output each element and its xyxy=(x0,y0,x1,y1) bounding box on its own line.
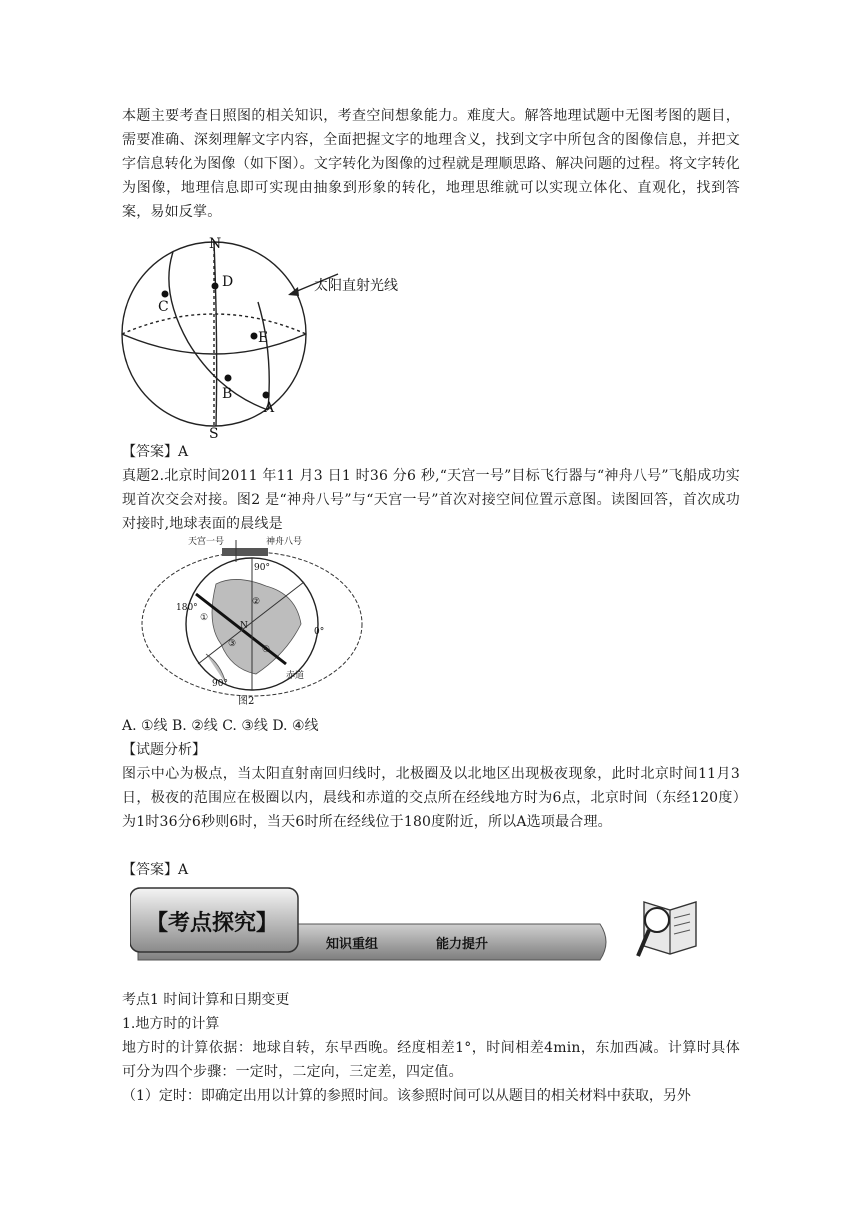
label-n2: ② xyxy=(252,597,261,607)
sub-title: 1.地方时的计算 xyxy=(122,1016,220,1032)
intro-paragraph: 本题主要考查日照图的相关知识，考查空间想象能力。难度大。解答地理试题中无图考图的题目，需要准确、深刻理解文字内容，全面把握文字的地理含义，找到文字中所包含的图像信息，并把文字信息转化为图像（如下图）。文字转化为图像的过程就是理顺思路、解决问题的过程。将文字转化为图像，地理信息即可实现由抽象到形象的转化，地理思维就可以实现立体化、直观化，找到答案，易如反掌。 xyxy=(122,108,740,220)
label-0: 0° xyxy=(314,627,325,637)
question-2: 真题2.北京时间2011 年11 月3 日1 时36 分6 秒,“天宫一号”目标飞行器与“神舟八号”飞船成功实现首次交会对接。图2 是“神舟八号”与“天宫一号”首次对接空间位置示意图。读图回答，首次成功对接时,地球表面的晨线是 xyxy=(122,468,740,532)
sunlight-globe-diagram xyxy=(118,232,418,442)
label-180: 180° xyxy=(176,603,198,613)
label-n3: ③ xyxy=(228,639,237,649)
label-s: S xyxy=(209,426,219,442)
label-90-top: 90° xyxy=(254,563,270,573)
label-n1: ① xyxy=(200,613,209,623)
terminator-curve xyxy=(169,252,268,410)
section-title: 考点1 时间计算和日期变更 xyxy=(122,992,290,1008)
analysis-paragraph: 图示中心为极点，当太阳直射南回归线时，北极圈及以北地区出现极夜现象，此时北京时间11月3日，极夜的范围应在极圈以内，晨线和赤道的交点所在经线地方时为6点，北京时间（东经120度）为1时36分6秒则6时，当天6时所在经线位于180度附近，所以A选项最合理。 xyxy=(122,766,740,830)
label-90-bottom: 90° xyxy=(212,679,228,689)
docking-orbit-diagram xyxy=(136,534,366,714)
spacecraft xyxy=(222,548,268,556)
analysis-title: 【试题分析】 xyxy=(122,742,206,758)
sun-ray-label: 太阳直射光线 xyxy=(314,278,398,294)
answer-2: 【答案】A xyxy=(122,862,189,878)
method-paragraph: 地方时的计算依据：地球自转，东早西晚。经度相差1°，时间相差4min，东加西减。计算时具体可分为四个步骤：一定时，二定向，三定差，四定值。 xyxy=(122,1040,740,1080)
figure-caption: 图2 xyxy=(238,696,255,707)
banner-title: 【考点探究】 xyxy=(146,910,279,936)
label-n: N xyxy=(209,236,222,252)
label-n4: ④ xyxy=(262,645,271,655)
section-banner xyxy=(130,884,730,976)
label-a: A xyxy=(264,400,275,416)
point-c xyxy=(162,291,169,298)
label-equator: 赤道 xyxy=(286,671,305,681)
point-e xyxy=(251,333,258,340)
label-d: D xyxy=(222,274,234,290)
point-b xyxy=(225,375,232,382)
answer-options: A. ①线 B. ②线 C. ③线 D. ④线 xyxy=(122,718,319,734)
label-e: E xyxy=(258,330,269,346)
label-c: C xyxy=(158,299,169,315)
banner-sub-2: 能力提升 xyxy=(436,937,489,952)
book-magnifier-icon xyxy=(638,902,696,956)
step-1-paragraph: （1）定时：即确定出用以计算的参照时间。该参照时间可以从题目的相关材料中获取，另外 xyxy=(122,1088,691,1104)
label-npole: N xyxy=(240,621,248,631)
label-b: B xyxy=(222,386,233,402)
label-tiangong: 天宫一号 xyxy=(188,537,225,547)
answer-1: 【答案】A xyxy=(122,444,189,460)
label-shenzhou: 神舟八号 xyxy=(266,537,303,547)
point-d xyxy=(212,283,219,290)
point-a xyxy=(263,392,270,399)
banner-sub-1: 知识重组 xyxy=(326,937,379,952)
